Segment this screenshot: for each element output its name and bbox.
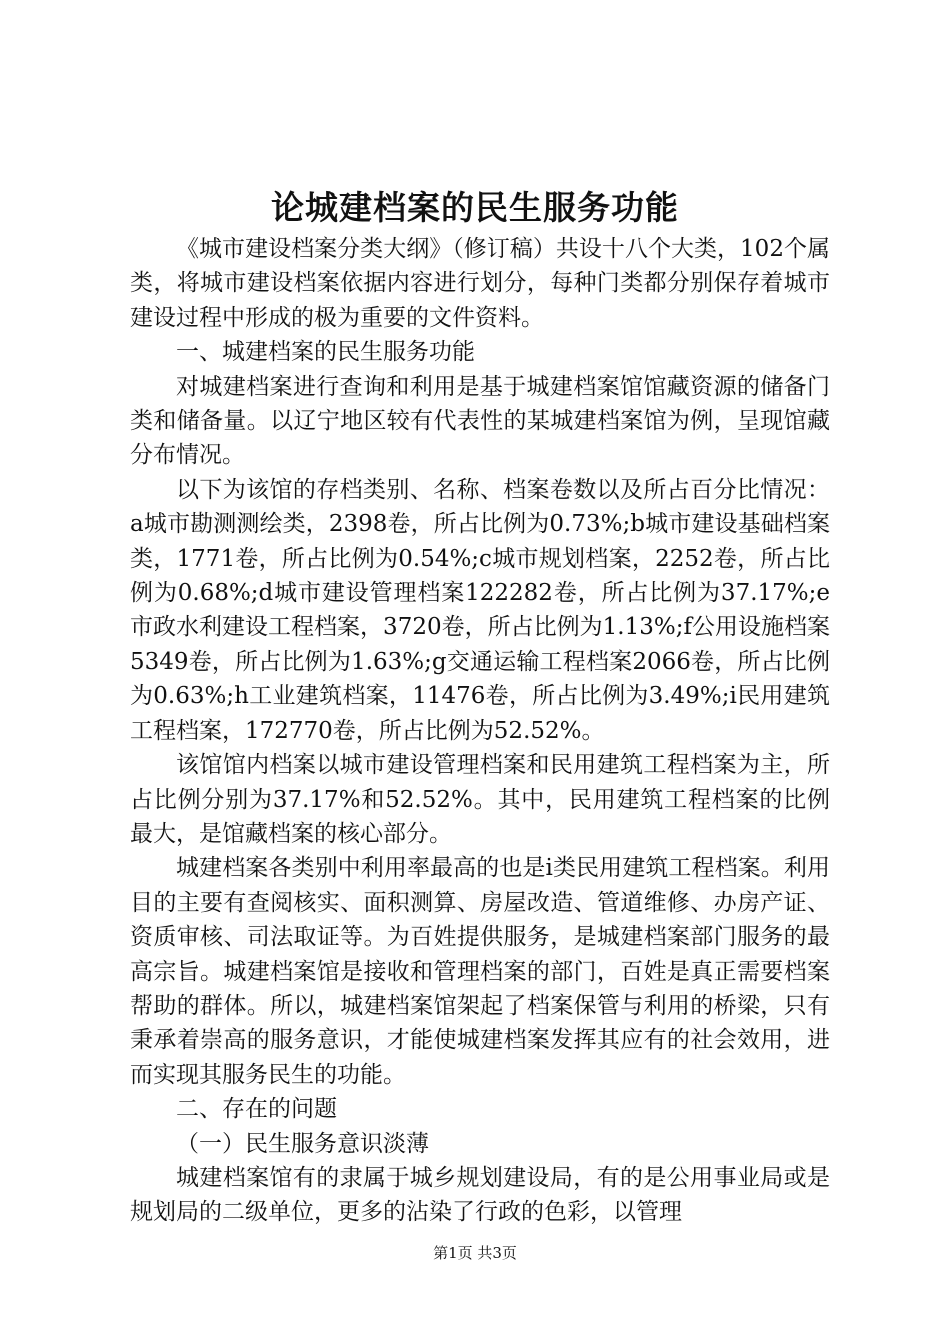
page-footer: 第1页 共3页 [433, 1244, 517, 1262]
paragraph-query-use: 对城建档案进行查询和利用是基于城建档案馆馆藏资源的储备门类和储备量。以辽宁地区较有代表性的某城建档案馆为例，呈现馆藏分布情况。 [130, 373, 830, 469]
paragraph-archive-categories: 以下为该馆的存档类别、名称、档案卷数以及所占百分比情况：a城市勘测测绘类，2398卷，所占比例为0.73%;b城市建设基础档案类，1771卷，所占比例为0.54%;c城市规划档案，2252卷，所占比例为0.68%;d城市建设管理档案122282卷，所占比例为37.17%;e市政水利建设工程档案，3720卷，所占比例为1.13%;f公用设施档案5349卷，所占比例为1.63%;g交通运输工程档案2066卷，所占比例为0.63%;h工业建筑档案，11476卷，所占比例为3.49%;i民用建筑工程档案，172770卷，所占比例为52.52%。 [130, 476, 830, 744]
paragraph-usage-purpose: 城建档案各类别中利用率最高的也是i类民用建筑工程档案。利用目的主要有查阅核实、面积测算、房屋改造、管道维修、办房产证、资质审核、司法取证等。为百姓提供服务，是城建档案部门服务的最高宗旨。城建档案馆是接收和管理档案的部门，百姓是真正需要档案帮助的群体。所以，城建档案馆架起了档案保管与利用的桥梁，只有秉承着崇高的服务意识，才能使城建档案发挥其应有的社会效用，进而实现其服务民生的功能。 [130, 855, 830, 1088]
subsection-heading-1: （一）民生服务意识淡薄 [176, 1130, 429, 1157]
document-title: 论城建档案的民生服务功能 [271, 188, 679, 227]
paragraph-main-archives: 该馆馆内档案以城市建设管理档案和民用建筑工程档案为主，所占比例分别为37.17%和52.52%。其中，民用建筑工程档案的比例最大，是馆藏档案的核心部分。 [130, 752, 830, 847]
section-heading-1: 一、城建档案的民生服务功能 [176, 339, 475, 366]
paragraph-intro: 《城市建设档案分类大纲》（修订稿）共设十八个大类，102个属类，将城市建设档案依据内容进行划分，每种门类都分别保存着城市建设过程中形成的极为重要的文件资料。 [130, 236, 830, 331]
section-heading-2: 二、存在的问题 [176, 1096, 337, 1123]
paragraph-affiliation: 城建档案馆有的隶属于城乡规划建设局，有的是公用事业局或是规划局的二级单位，更多的沾染了行政的色彩，以管理 [130, 1164, 830, 1226]
document-body [130, 232, 830, 1230]
